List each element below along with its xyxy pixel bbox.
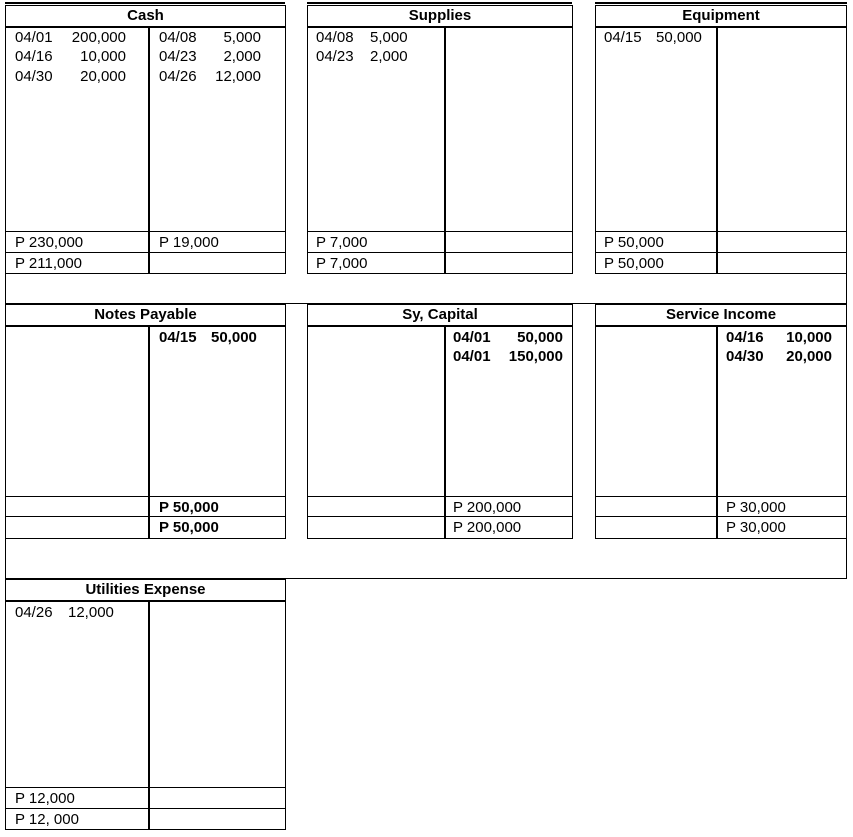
debit-date: 04/23 [316,48,354,65]
credit-date: 04/23 [159,48,197,65]
top-rule [595,2,847,4]
credit-amount: 50,000 [211,329,257,346]
debit-amount: 5,000 [370,29,408,46]
spacer-row [5,273,847,304]
debit-amount: 20,000 [80,68,126,85]
debit-date: 04/15 [604,29,642,46]
account-title: Equipment [596,6,846,28]
credit-date: 04/26 [159,68,197,85]
t-divider [716,26,718,274]
t-divider [444,325,446,539]
account-title: Notes Payable [6,305,285,327]
credit-amount: 150,000 [508,348,563,365]
total-rule [596,496,846,497]
t-account-equipment [595,5,847,274]
credit-amount: 20,000 [786,348,832,365]
total-credit: P 200,000 [453,499,522,516]
debit-date: 04/08 [316,29,354,46]
balance-credit: P 30,000 [726,519,786,536]
debit-date: 04/01 [15,29,53,46]
balance-debit: P 12, 000 [15,811,79,828]
total-debit: P 50,000 [604,234,664,251]
account-title: Supplies [308,6,572,28]
total-credit: P 30,000 [726,499,786,516]
balance-rule [596,516,846,517]
account-title: Service Income [596,305,846,327]
total-rule [6,231,285,232]
credit-date: 04/16 [726,329,764,346]
credit-date: 04/15 [159,329,197,346]
balance-rule [6,252,285,253]
total-rule [6,496,285,497]
t-account-cash [5,5,286,274]
balance-rule [596,252,846,253]
total-rule [596,231,846,232]
balance-debit: P 211,000 [15,255,83,272]
debit-date: 04/30 [15,68,53,85]
balance-rule [6,516,285,517]
total-rule [6,787,285,788]
account-title: Sy, Capital [308,305,572,327]
balance-debit: P 50,000 [604,255,664,272]
total-credit: P 50,000 [159,499,219,516]
top-rule [5,2,285,4]
total-debit: P 12,000 [15,790,75,807]
debit-amount: 12,000 [68,604,114,621]
total-debit: P 230,000 [15,234,84,251]
credit-amount: 10,000 [786,329,832,346]
t-divider [148,325,150,539]
debit-date: 04/16 [15,48,53,65]
balance-debit: P 7,000 [316,255,368,272]
total-rule [308,496,572,497]
t-account-service-income [595,304,847,539]
t-divider [148,600,150,830]
t-account-capital [307,304,573,539]
balance-rule [308,252,572,253]
credit-date: 04/01 [453,329,491,346]
debit-amount: 200,000 [71,29,126,46]
total-debit: P 7,000 [316,234,368,251]
debit-amount: 2,000 [370,48,408,65]
t-account-notes-payable [5,304,286,539]
credit-amount: 12,000 [215,68,261,85]
balance-rule [308,516,572,517]
top-rule [307,2,572,4]
debit-amount: 50,000 [656,29,702,46]
account-title: Cash [6,6,285,28]
credit-amount: 50,000 [517,329,563,346]
credit-date: 04/08 [159,29,197,46]
debit-date: 04/26 [15,604,53,621]
t-divider [148,26,150,274]
debit-amount: 10,000 [80,48,126,65]
balance-credit: P 50,000 [159,519,219,536]
total-rule [308,231,572,232]
total-credit: P 19,000 [159,234,219,251]
account-title: Utilities Expense [6,580,285,602]
t-divider [444,26,446,274]
credit-amount: 5,000 [223,29,261,46]
t-divider [716,325,718,539]
balance-credit: P 200,000 [453,519,522,536]
credit-date: 04/01 [453,348,491,365]
credit-amount: 2,000 [223,48,261,65]
t-account-supplies [307,5,573,274]
credit-date: 04/30 [726,348,764,365]
balance-rule [6,808,285,809]
spacer-row [5,538,847,579]
t-account-utilities-expense [5,579,286,830]
